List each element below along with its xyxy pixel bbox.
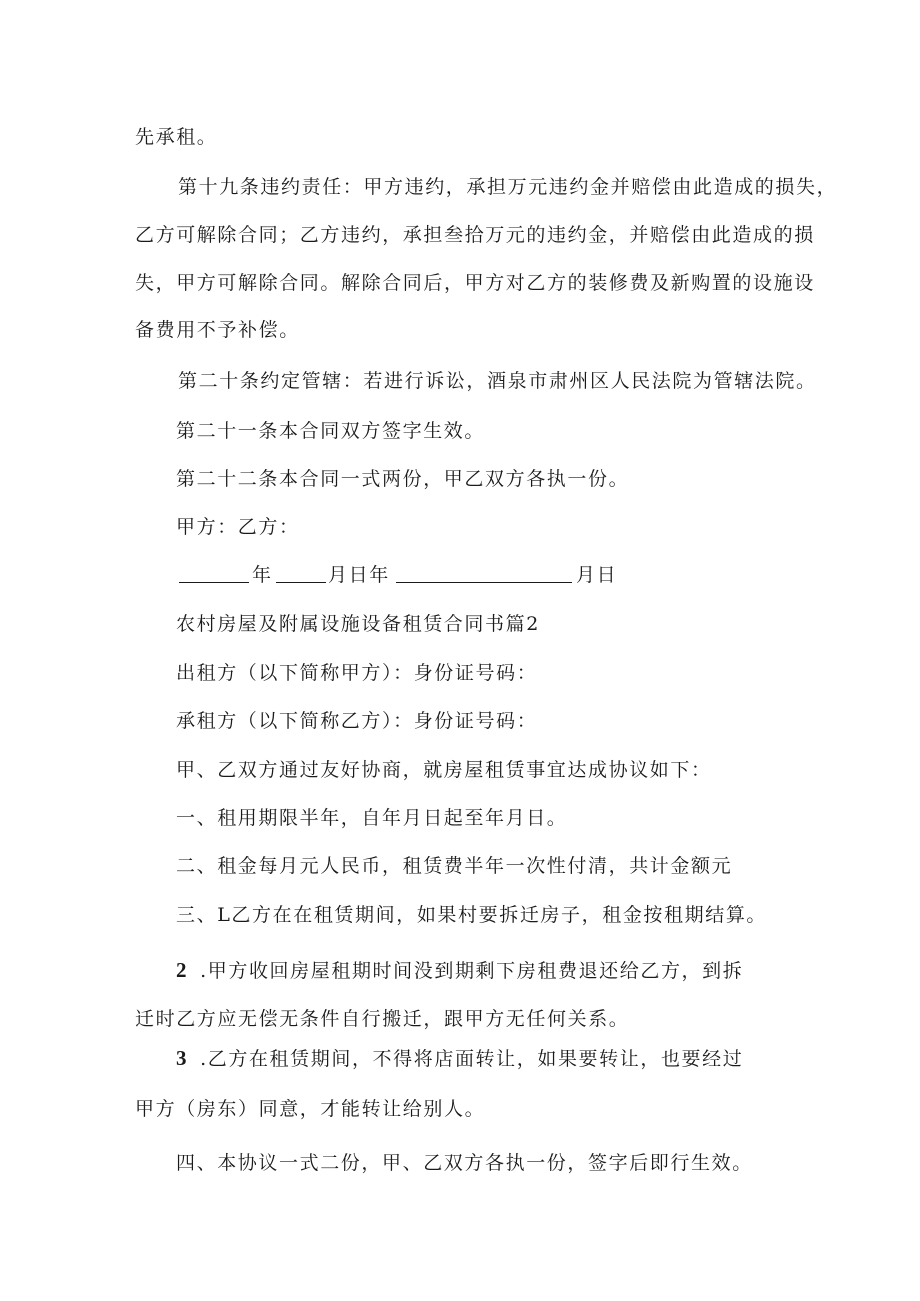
date-blank[interactable]: [396, 564, 572, 583]
item-number: 2: [176, 958, 189, 982]
paragraph-line: 出租方（以下简称甲方）：身份证号码：: [176, 662, 538, 684]
date-label: 月日: [576, 564, 618, 586]
date-label: 月日年: [328, 564, 390, 586]
paragraph-line: 甲方：乙方：: [176, 516, 300, 538]
item-number: 3: [176, 1046, 189, 1070]
date-blank[interactable]: [179, 564, 249, 583]
paragraph-line: 乙方可解除合同；乙方违约，承担叁拾万元的违约金，并赔偿由此造成的损: [135, 224, 815, 246]
paragraph-line: 第二十二条本合同一式两份，甲乙双方各执一份。: [176, 468, 630, 490]
paragraph-line: 第二十条约定管辖：若进行诉讼，酒泉市肃州区人民法院为管辖法院。: [178, 370, 817, 392]
paragraph-line: 第十九条违约责任：甲方违约，承担万元违约金并赔偿由此造成的损失，: [178, 176, 838, 198]
paragraph-line: 备费用不予补偿。: [135, 319, 300, 341]
paragraph-line: 三、L乙方在在租赁期间，如果村要拆迁房子，租金按租期结算。: [176, 904, 768, 926]
section-heading: 农村房屋及附属设施设备租赁合同书篇2: [176, 613, 540, 635]
paragraph-line: 迁时乙方应无偿无条件自行搬迁，跟甲方无任何关系。: [135, 1008, 630, 1030]
date-blank[interactable]: [276, 564, 326, 583]
paragraph-line: 承租方（以下简称乙方）：身份证号码：: [176, 710, 538, 732]
item-text: .甲方收回房屋租期时间没到期剩下房租费退还给乙方，到拆: [200, 960, 744, 982]
item-text: .乙方在租赁期间，不得将店面转让，如果要转让，也要经过: [200, 1048, 744, 1070]
paragraph-line: 失，甲方可解除合同。解除合同后，甲方对乙方的装修费及新购置的设施设: [135, 272, 815, 294]
paragraph-line: [176, 1045, 743, 1072]
paragraph-line: 甲、乙双方通过友好协商，就房屋租赁事宜达成协议如下：: [176, 759, 712, 781]
paragraph-line: [176, 957, 743, 984]
paragraph-line: 一、租用期限半年，自年月日起至年月日。: [176, 807, 568, 829]
paragraph-line: 甲方（房东）同意，才能转让给别人。: [135, 1098, 486, 1120]
date-label: 年: [252, 564, 273, 586]
paragraph-line: 四、本协议一式二份，甲、乙双方各执一份，签字后即行生效。: [176, 1152, 753, 1174]
paragraph-line: 先承租。: [135, 126, 218, 148]
paragraph-line: 二、租金每月元人民币，租赁费半年一次性付清，共计金额元: [176, 855, 733, 877]
paragraph-line: 第二十一条本合同双方签字生效。: [176, 420, 486, 442]
